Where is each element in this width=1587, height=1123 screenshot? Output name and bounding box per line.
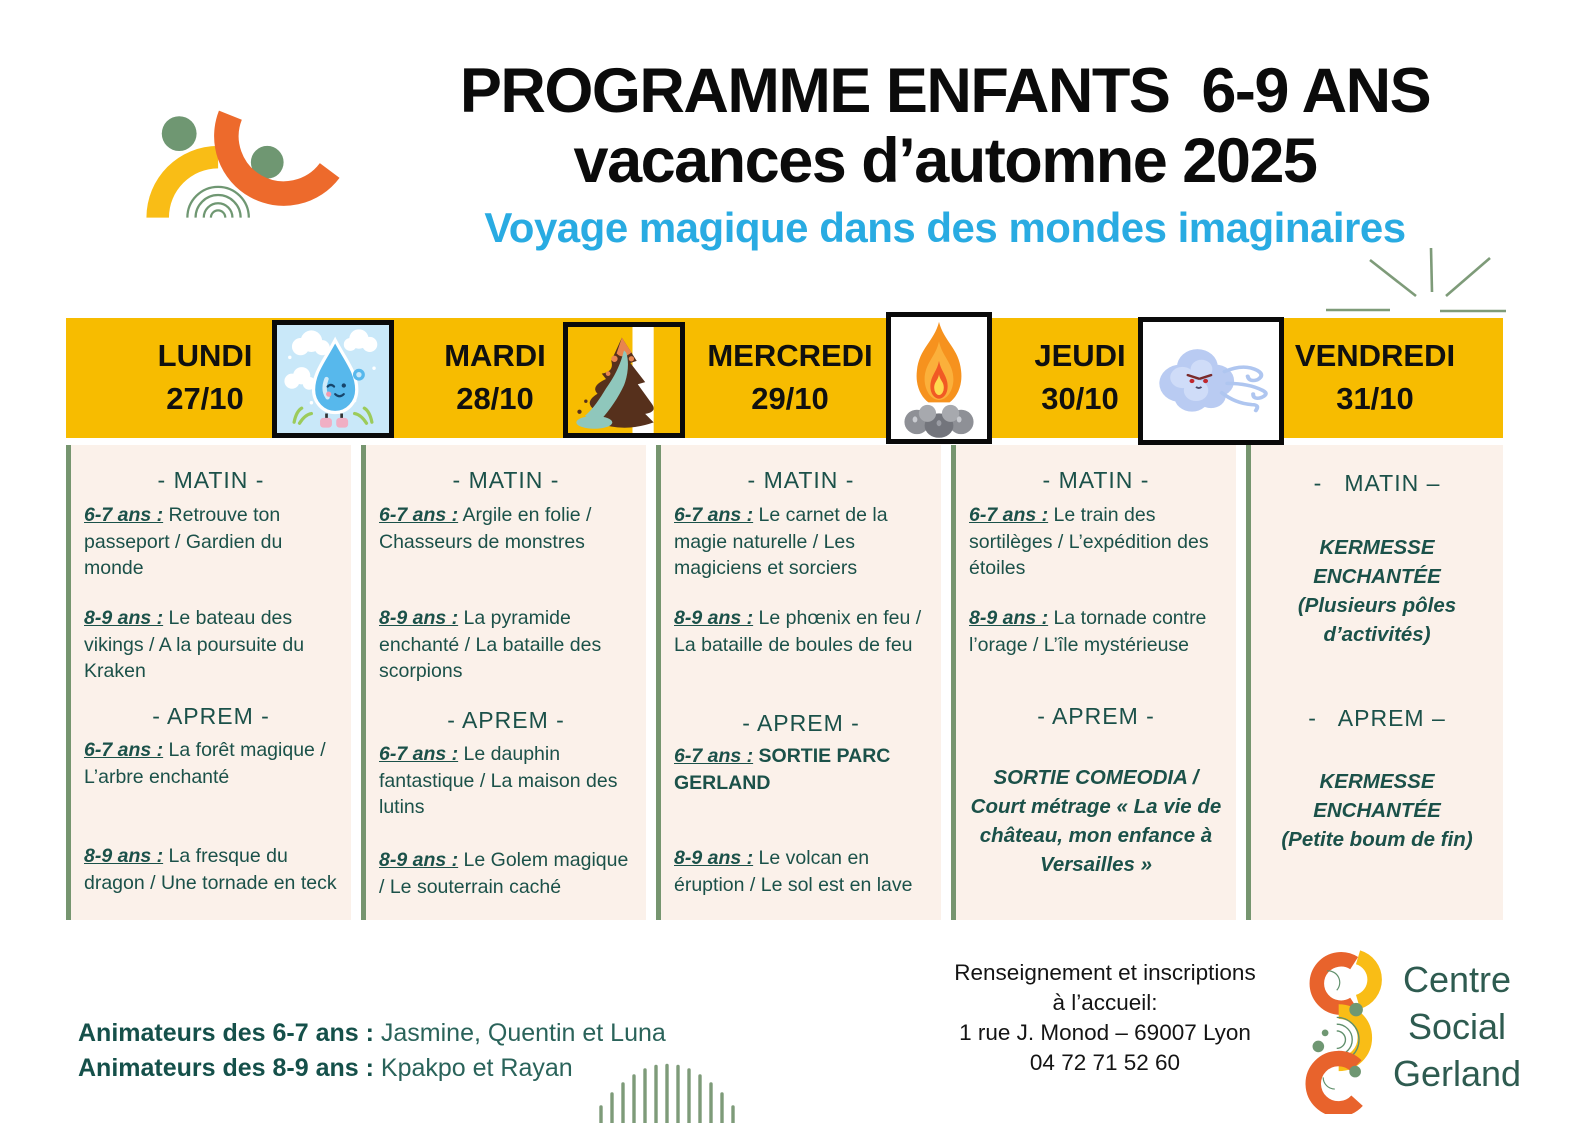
day-header-vendredi: [1275, 334, 1475, 420]
day-name: JEUDI: [1034, 338, 1126, 373]
day-name: MERCREDI: [707, 338, 873, 373]
day-column-mardi: [361, 445, 646, 920]
animators-8-9-names: Kpakpo et Rayan: [380, 1054, 573, 1082]
logo-word: Social: [1407, 1006, 1507, 1047]
activity-text: La forêt magique / L’arbre enchanté: [84, 739, 326, 788]
wind-cloud-image: [1138, 317, 1284, 445]
age-group-label: 6-7 ans :: [379, 743, 459, 765]
day-date: 29/10: [751, 381, 829, 416]
contact-info: [950, 958, 1260, 1078]
activity-entry: [674, 845, 928, 898]
activity-text: La fresque du dragon / Une tornade en teck: [84, 845, 337, 894]
activity-text: Le Golem magique / Le souterrain caché: [379, 849, 629, 898]
age-group-label: 8-9 ans :: [674, 847, 754, 869]
age-group-label: 8-9 ans :: [84, 845, 164, 867]
activity-text: La tornade contre l’orage / L’île mystérieuse: [969, 607, 1207, 656]
aprem-label: - APREM -: [742, 710, 860, 736]
aprem-label: - APREM –: [1308, 705, 1446, 731]
day-date: 30/10: [1041, 381, 1119, 416]
age-group-label: 6-7 ans :: [84, 504, 164, 526]
aprem-label: - APREM -: [1037, 703, 1155, 729]
day-date: 28/10: [456, 381, 534, 416]
activity-text: La pyramide enchanté / La bataille des scorpions: [379, 607, 602, 682]
kermesse-title: KERMESSE ENCHANTÉE: [1313, 770, 1441, 822]
centre-social-gerland-wordmark: [1382, 956, 1532, 1097]
activity-entry: [674, 743, 928, 796]
age-group-label: 8-9 ans :: [379, 607, 459, 629]
logo-word: Centre: [1402, 959, 1512, 1000]
activity-entry: [379, 605, 633, 685]
centre-social-gerland-monogram-icon: [1298, 944, 1390, 1114]
animators-info: [78, 1016, 666, 1086]
day-column-vendredi: [1246, 445, 1503, 920]
age-group-label: 8-9 ans :: [379, 849, 459, 871]
activity-text: Le volcan en éruption / Le sol est en lave: [674, 847, 913, 896]
volcano-image: [563, 322, 685, 438]
day-column-mercredi: [656, 445, 941, 920]
campfire-image: [886, 312, 992, 444]
kermesse-detail: (Plusieurs pôles d’activités): [1297, 594, 1457, 646]
logo-word: Gerland: [1392, 1053, 1522, 1094]
activity-text: Le carnet de la magie naturelle / Les magiciens et sorciers: [674, 504, 888, 579]
age-group-label: 6-7 ans :: [379, 504, 459, 526]
day-column-jeudi: [951, 445, 1236, 920]
two-people-arcs-logo-icon: [128, 84, 343, 259]
animators-6-7-label: Animateurs des 6-7 ans :: [78, 1019, 374, 1047]
outing-announcement: SORTIE COMEODIA / Court métrage « La vie de château, mon enfance à Versailles »: [970, 766, 1222, 876]
animators-line: [78, 1051, 666, 1086]
age-group-label: 8-9 ans :: [969, 607, 1049, 629]
activity-entry: [379, 847, 633, 900]
activity-entry: [379, 502, 633, 555]
day-date: 31/10: [1336, 381, 1414, 416]
activity-text: SORTIE PARC GERLAND: [674, 745, 891, 794]
contact-line: Renseignement et inscriptions: [954, 960, 1256, 985]
activity-text: Le phœnix en feu / La bataille de boules de feu: [674, 607, 922, 656]
activity-entry: [84, 737, 338, 790]
kermesse-announcement: [1264, 767, 1490, 854]
contact-address: 1 rue J. Monod – 69007 Lyon: [959, 1020, 1251, 1045]
aprem-label: - APREM -: [152, 703, 270, 729]
age-group-label: 6-7 ans :: [84, 739, 164, 761]
kermesse-announcement: [1264, 533, 1490, 649]
activity-entry: [969, 605, 1223, 658]
page-subtitle: Voyage magique dans des mondes imaginaires: [484, 204, 1406, 251]
aprem-label: - APREM -: [447, 707, 565, 733]
kermesse-detail: (Petite boum de fin): [1281, 828, 1473, 851]
age-group-label: 6-7 ans :: [969, 504, 1049, 526]
activity-text: Le train des sortilèges / L’expédition des étoiles: [969, 504, 1209, 579]
matin-label: - MATIN –: [1313, 470, 1441, 496]
radiating-lines-icon: [1318, 244, 1508, 324]
page-title-line1: PROGRAMME ENFANTS 6-9 ANS: [459, 56, 1431, 126]
arc-lines-icon: [592, 1061, 744, 1123]
title-block: [370, 56, 1520, 252]
activity-entry: [84, 843, 338, 896]
activity-entry: [84, 502, 338, 582]
age-group-label: 6-7 ans :: [674, 504, 754, 526]
activity-text: Le dauphin fantastique / La maison des lutins: [379, 743, 618, 818]
page-title-line2: vacances d’automne 2025: [573, 126, 1317, 196]
age-group-label: 8-9 ans :: [674, 607, 754, 629]
animators-8-9-label: Animateurs des 8-9 ans :: [78, 1054, 374, 1082]
activity-entry: [379, 741, 633, 821]
age-group-label: 8-9 ans :: [84, 607, 164, 629]
kermesse-title: KERMESSE ENCHANTÉE: [1313, 536, 1441, 588]
matin-label: - MATIN -: [452, 467, 560, 493]
day-header-mercredi: [680, 334, 900, 420]
animators-6-7-names: Jasmine, Quentin et Luna: [380, 1019, 666, 1047]
matin-label: - MATIN -: [747, 467, 855, 493]
matin-label: - MATIN -: [1042, 467, 1150, 493]
water-drop-character-image: [272, 320, 394, 438]
day-column-lundi: [66, 445, 351, 920]
activity-entry: [674, 502, 928, 582]
day-name: VENDREDI: [1294, 338, 1456, 373]
activity-entry: [84, 605, 338, 685]
day-date: 27/10: [166, 381, 244, 416]
animators-line: [78, 1016, 666, 1051]
activity-entry: [969, 502, 1223, 582]
activity-text: Retrouve ton passeport / Gardien du monde: [84, 504, 283, 579]
contact-line: à l’accueil:: [1052, 990, 1158, 1015]
age-group-label: 6-7 ans :: [674, 745, 754, 767]
activity-text: Argile en folie / Chasseurs de monstres: [379, 504, 592, 553]
activity-text: Le bateau des vikings / A la poursuite du Kraken: [84, 607, 305, 682]
day-name: LUNDI: [157, 338, 253, 373]
day-name: MARDI: [444, 338, 546, 373]
activity-entry: [674, 605, 928, 658]
matin-label: - MATIN -: [157, 467, 265, 493]
contact-phone: 04 72 71 52 60: [1029, 1050, 1181, 1075]
